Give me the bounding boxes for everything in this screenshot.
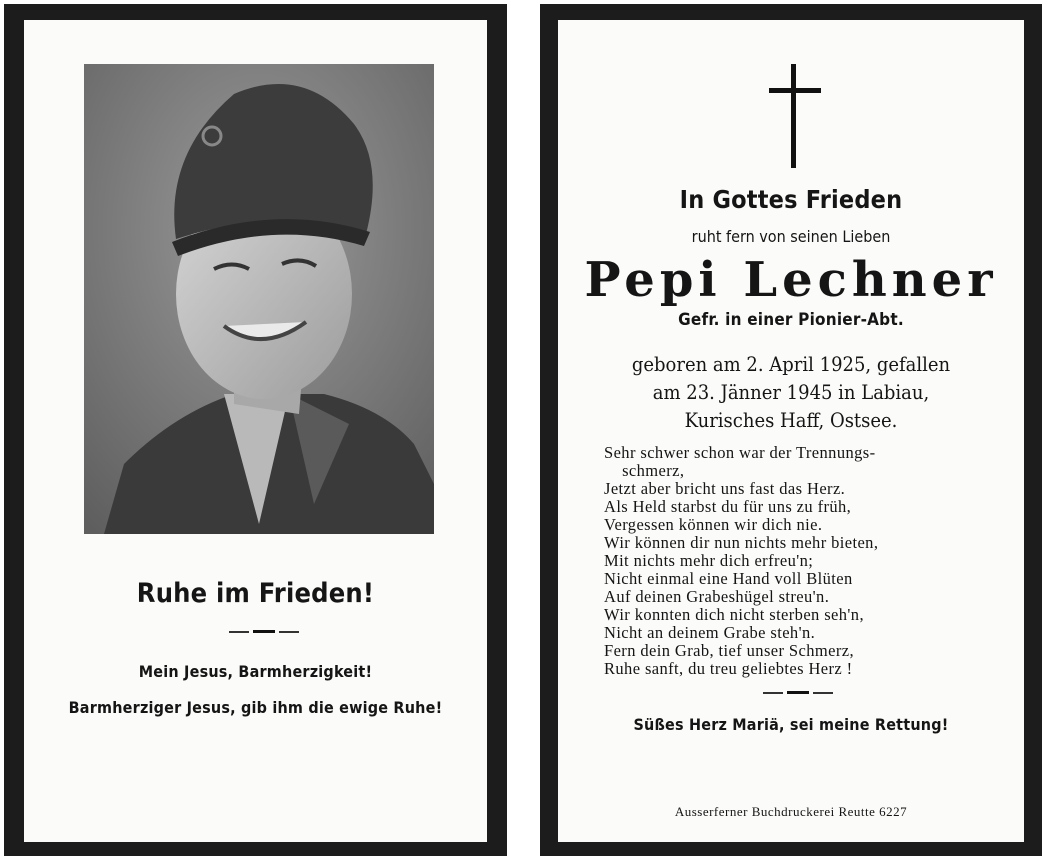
poem-line: Als Held starbst du für uns zu früh, bbox=[604, 497, 852, 516]
ornamental-divider bbox=[229, 631, 299, 633]
rest-in-peace-title: Ruhe im Frieden! bbox=[136, 578, 375, 609]
poem-line: schmerz, bbox=[604, 461, 685, 480]
poem-line: Ruhe sanft, du treu geliebtes Herz ! bbox=[604, 659, 853, 678]
motto-sacred-heart: Süßes Herz Mariä, sei meine Rettung! bbox=[633, 715, 949, 734]
life-line: Kurisches Haff, Ostsee. bbox=[684, 408, 898, 432]
poem-line: Nicht einmal eine Hand voll Blüten bbox=[604, 569, 853, 588]
poem-line: Fern dein Grab, tief unser Schmerz, bbox=[604, 641, 854, 660]
memorial-card-left bbox=[4, 4, 507, 856]
printer-imprint: Ausserferner Buchdruckerei Reutte 6227 bbox=[674, 804, 908, 819]
poem-line: Sehr schwer schon war der Trennungs- bbox=[604, 443, 876, 462]
memorial-poem bbox=[604, 444, 999, 678]
life-line: am 23. Jänner 1945 in Labiau, bbox=[652, 380, 930, 404]
poem-line: Auf deinen Grabeshügel streu'n. bbox=[604, 587, 830, 606]
prayer-eternal-rest: Barmherziger Jesus, gib ihm die ewige Ruhe! bbox=[68, 698, 443, 717]
poem-line: Mit nichts mehr dich erfreu'n; bbox=[604, 551, 814, 570]
memorial-card-right bbox=[540, 4, 1042, 856]
ornamental-divider bbox=[763, 692, 833, 694]
cross-icon-bar bbox=[769, 88, 821, 93]
poem-line: Wir können dir nun nichts mehr bieten, bbox=[604, 533, 879, 552]
military-rank: Gefr. in einer Pionier-Abt. bbox=[678, 310, 904, 330]
poem-line: Wir konnten dich nicht sterben seh'n, bbox=[604, 605, 864, 624]
cross-icon bbox=[791, 64, 796, 168]
portrait-image bbox=[84, 64, 434, 534]
subheading: ruht fern von seinen Lieben bbox=[691, 227, 891, 246]
card-paper-left bbox=[24, 20, 487, 842]
poem-line: Jetzt aber bricht uns fast das Herz. bbox=[604, 479, 846, 498]
life-line: geboren am 2. April 1925, gefallen bbox=[631, 352, 951, 376]
life-dates bbox=[558, 350, 1024, 434]
prayer-mercy: Mein Jesus, Barmherzigkeit! bbox=[138, 662, 373, 681]
poem-line: Nicht an deinem Grabe steh'n. bbox=[604, 623, 816, 642]
soldier-portrait-photo bbox=[84, 64, 434, 534]
heading-in-gods-peace: In Gottes Frieden bbox=[679, 185, 903, 214]
poem-line: Vergessen können wir dich nie. bbox=[604, 515, 823, 534]
card-paper-right bbox=[558, 20, 1024, 842]
deceased-name: Pepi Lechner bbox=[584, 252, 998, 308]
